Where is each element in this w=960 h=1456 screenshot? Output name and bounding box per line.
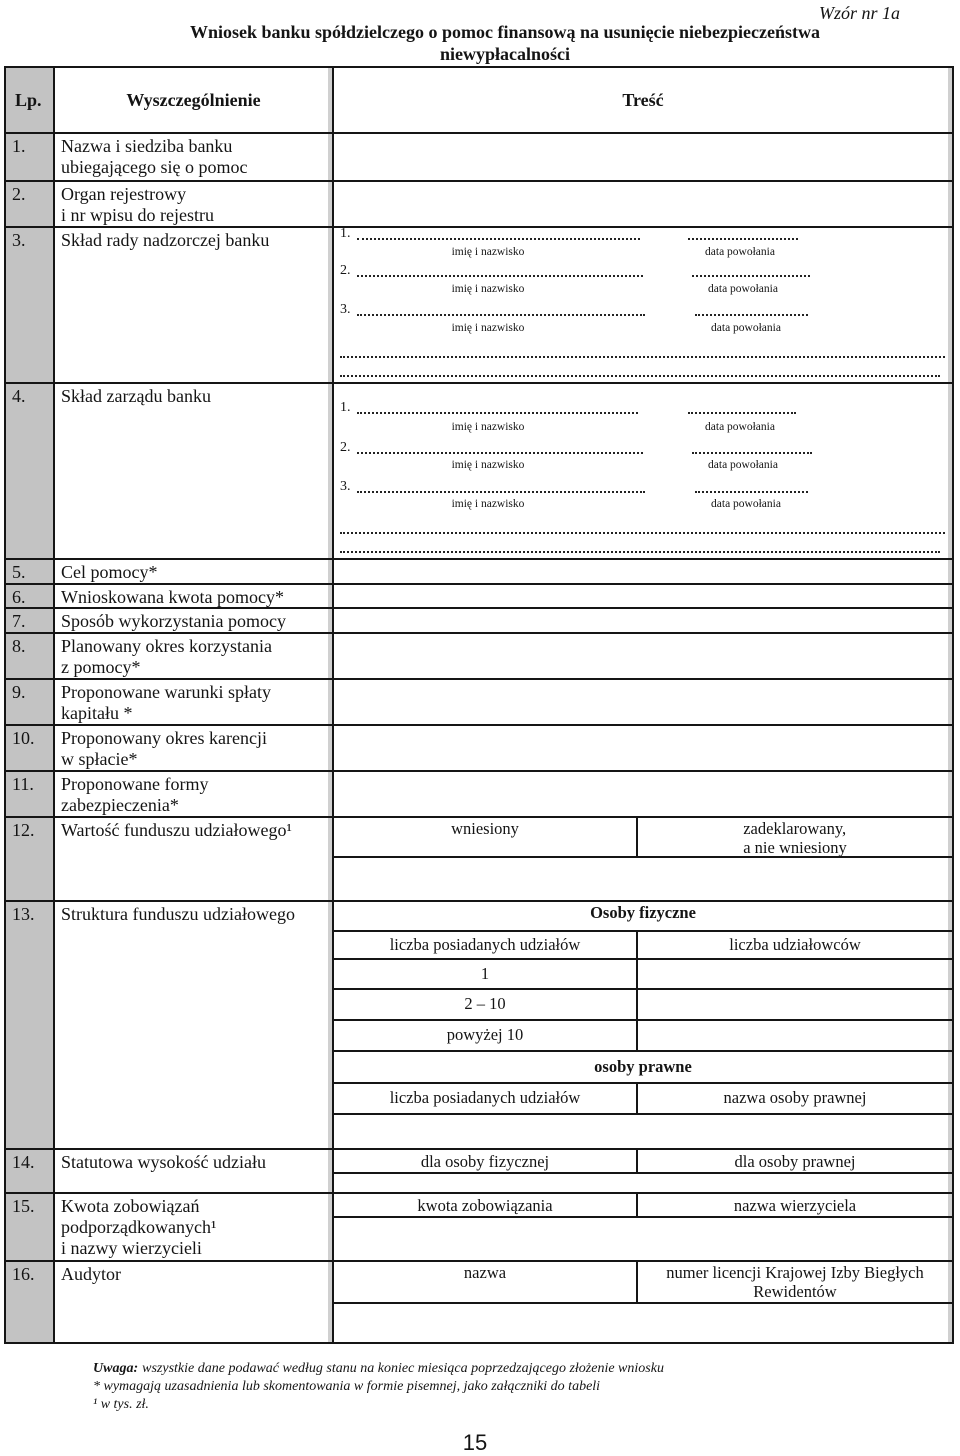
date-caption: data powołania	[711, 322, 781, 334]
name-caption: imię i nazwisko	[451, 459, 525, 471]
date-caption: data powołania	[711, 498, 781, 510]
member-number: 1.	[340, 400, 351, 415]
legal-person-header: dla osoby prawnej	[734, 1151, 856, 1171]
row-1	[0, 132, 960, 182]
row-14	[0, 1148, 960, 1194]
row-label: Proponowane formy zabezpieczenia*	[53, 770, 334, 818]
header-description: Wyszczególnienie	[53, 66, 334, 134]
row-11	[0, 770, 960, 818]
share-value-subheader	[334, 1150, 952, 1174]
range-value	[638, 958, 952, 988]
range-row	[334, 1019, 952, 1052]
header-content: Treść	[332, 66, 954, 134]
row-content	[332, 607, 954, 634]
row-label: Wartość funduszu udziałowego¹	[53, 816, 334, 902]
row-content	[332, 180, 954, 228]
row-label: Skład rady nadzorczej banku	[53, 226, 334, 384]
row-content	[332, 678, 954, 726]
row-label: Organ rejestrowy i nr wpisu do rejestru	[53, 180, 334, 228]
row-content	[332, 132, 954, 182]
row-label: Wnioskowana kwota pomocy*	[53, 583, 334, 609]
row-label: Planowany okres korzystania z pomocy*	[53, 632, 334, 680]
row-9	[0, 678, 960, 726]
range-row	[334, 958, 952, 990]
row-number: 8.	[4, 632, 55, 680]
range-value	[638, 1019, 952, 1050]
extra-dotted-line	[340, 365, 940, 377]
range-row	[334, 988, 952, 1021]
row-label: Cel pomocy*	[53, 558, 334, 585]
date-caption: data powołania	[708, 459, 778, 471]
member-number: 3.	[340, 302, 351, 317]
row-number: 2.	[4, 180, 55, 228]
row-number: 6.	[4, 583, 55, 609]
extra-dotted-line	[340, 541, 940, 553]
row-content	[332, 724, 954, 772]
row-12	[0, 816, 960, 902]
form-title	[150, 21, 860, 65]
shareholders-header: liczba udziałowców	[729, 934, 861, 954]
unit-footnote: ¹ w tys. zł.	[93, 1397, 149, 1412]
row-label: Nazwa i siedziba banku ubiegającego się o pomoc	[53, 132, 334, 182]
row-label: Proponowane warunki spłaty kapitału *	[53, 678, 334, 726]
row-3	[0, 226, 960, 384]
natural-persons-heading: Osoby fizyczne	[590, 903, 696, 922]
natural-person-header: dla osoby fizycznej	[334, 1150, 638, 1172]
remark-text: wszystkie dane podawać według stanu na koniec miesiąca poprzedzającego złożenie wniosku	[142, 1361, 664, 1376]
row-number: 1.	[4, 132, 55, 182]
row-16	[0, 1260, 960, 1344]
row-number: 16.	[4, 1260, 55, 1344]
row-8	[0, 632, 960, 680]
row-number: 15.	[4, 1192, 55, 1262]
date-caption: data powołania	[705, 421, 775, 433]
name-dotted-line	[357, 228, 640, 240]
share-value-content	[332, 1148, 954, 1194]
name-caption: imię i nazwisko	[451, 498, 525, 510]
row-content	[332, 632, 954, 680]
row-label: Kwota zobowiązań podporządkowanych¹ i nazwy wierzycieli	[53, 1192, 334, 1262]
legal-persons-subheader	[334, 1082, 952, 1115]
row-10	[0, 724, 960, 772]
fund-structure-content	[332, 900, 954, 1150]
row-content	[332, 770, 954, 818]
subordinated-content	[332, 1192, 954, 1262]
row-content	[332, 558, 954, 585]
creditor-name-header: nazwa wierzyciela	[733, 1195, 857, 1215]
fund-value-content	[332, 816, 954, 902]
legal-persons-row	[334, 1050, 952, 1084]
header-lp: Lp.	[4, 66, 55, 134]
extra-dotted-line	[340, 346, 945, 358]
legal-name-header: nazwa osoby prawnej	[723, 1088, 867, 1107]
row-15	[0, 1192, 960, 1262]
management-board-content	[332, 382, 954, 560]
name-dotted-line	[357, 481, 645, 493]
row-number: 10.	[4, 724, 55, 772]
paid-header: wniesiony	[334, 818, 638, 856]
asterisk-note: * wymagają uzasadnienia lub skomentowania w formie pisemnej, jako załączniki do tabeli	[93, 1379, 601, 1394]
row-label: Statutowa wysokość udziału	[53, 1148, 334, 1194]
row-number: 14.	[4, 1148, 55, 1194]
row-content	[332, 583, 954, 609]
subordinated-subheader	[334, 1194, 952, 1218]
name-caption: imię i nazwisko	[451, 421, 525, 433]
row-number: 5.	[4, 558, 55, 585]
declared-header: zadeklarowany, a nie wniesiony	[743, 819, 847, 857]
page-number: 15	[462, 1430, 488, 1455]
row-7	[0, 607, 960, 634]
member-number: 1.	[340, 226, 351, 241]
date-caption: data powołania	[705, 246, 775, 258]
name-caption: imię i nazwisko	[451, 246, 525, 258]
row-number: 3.	[4, 226, 55, 384]
shares-held-header: liczba posiadanych udziałów	[334, 930, 638, 958]
form-number: Wzór nr 1a	[818, 3, 900, 23]
range-value	[638, 988, 952, 1019]
name-dotted-line	[357, 442, 643, 454]
member-number: 2.	[340, 263, 351, 278]
date-dotted-line	[695, 304, 808, 316]
natural-persons-row	[334, 902, 952, 932]
legal-persons-heading: osoby prawne	[594, 1056, 692, 1076]
member-number: 3.	[340, 479, 351, 494]
auditor-name-header: nazwa	[334, 1262, 638, 1302]
row-label: Struktura funduszu udziałowego	[53, 900, 334, 1150]
row-label: Audytor	[53, 1260, 334, 1344]
name-dotted-line	[357, 265, 643, 277]
fund-value-subheader	[334, 818, 952, 858]
natural-persons-subheader	[334, 930, 952, 960]
row-5	[0, 558, 960, 585]
row-number: 9.	[4, 678, 55, 726]
range-label: powyżej 10	[334, 1019, 638, 1050]
date-dotted-line	[692, 265, 810, 277]
table-header-row	[0, 66, 960, 134]
row-number: 4.	[4, 382, 55, 560]
declared-header-cell	[638, 818, 952, 856]
remark-label: Uwaga:	[93, 1361, 139, 1376]
name-caption: imię i nazwisko	[451, 283, 525, 295]
extra-dotted-line	[340, 522, 945, 534]
row-number: 13.	[4, 900, 55, 1150]
title-line-2: niewypłacalności	[439, 44, 570, 64]
row-4	[0, 382, 960, 560]
range-label: 2 – 10	[334, 988, 638, 1019]
row-number: 7.	[4, 607, 55, 634]
date-caption: data powołania	[708, 283, 778, 295]
date-dotted-line	[692, 442, 812, 454]
name-caption: imię i nazwisko	[451, 322, 525, 334]
row-number: 11.	[4, 770, 55, 818]
name-dotted-line	[357, 402, 638, 414]
row-label: Proponowany okres karencji w spłacie*	[53, 724, 334, 772]
date-dotted-line	[695, 481, 808, 493]
date-dotted-line	[688, 402, 796, 414]
title-line-1: Wniosek banku spółdzielczego o pomoc finansową na usunięcie niebezpieczeństwa	[189, 22, 821, 42]
auditor-subheader	[334, 1262, 952, 1304]
row-label: Skład zarządu banku	[53, 382, 334, 560]
date-dotted-line	[688, 228, 798, 240]
auditor-license-header: numer licencji Krajowej Izby Biegłych Rewidentów	[666, 1263, 924, 1301]
remark-line	[93, 1360, 933, 1378]
footnotes	[93, 1360, 933, 1414]
row-6	[0, 583, 960, 609]
row-label: Sposób wykorzystania pomocy	[53, 607, 334, 634]
range-label: 1	[334, 958, 638, 988]
legal-shares-held-header: liczba posiadanych udziałów	[334, 1082, 638, 1113]
supervisory-board-content	[332, 226, 954, 384]
row-2	[0, 180, 960, 228]
name-dotted-line	[357, 304, 645, 316]
liability-amount-header: kwota zobowiązania	[334, 1194, 638, 1216]
row-number: 12.	[4, 816, 55, 902]
row-13	[0, 900, 960, 1150]
member-number: 2.	[340, 440, 351, 455]
auditor-content	[332, 1260, 954, 1344]
